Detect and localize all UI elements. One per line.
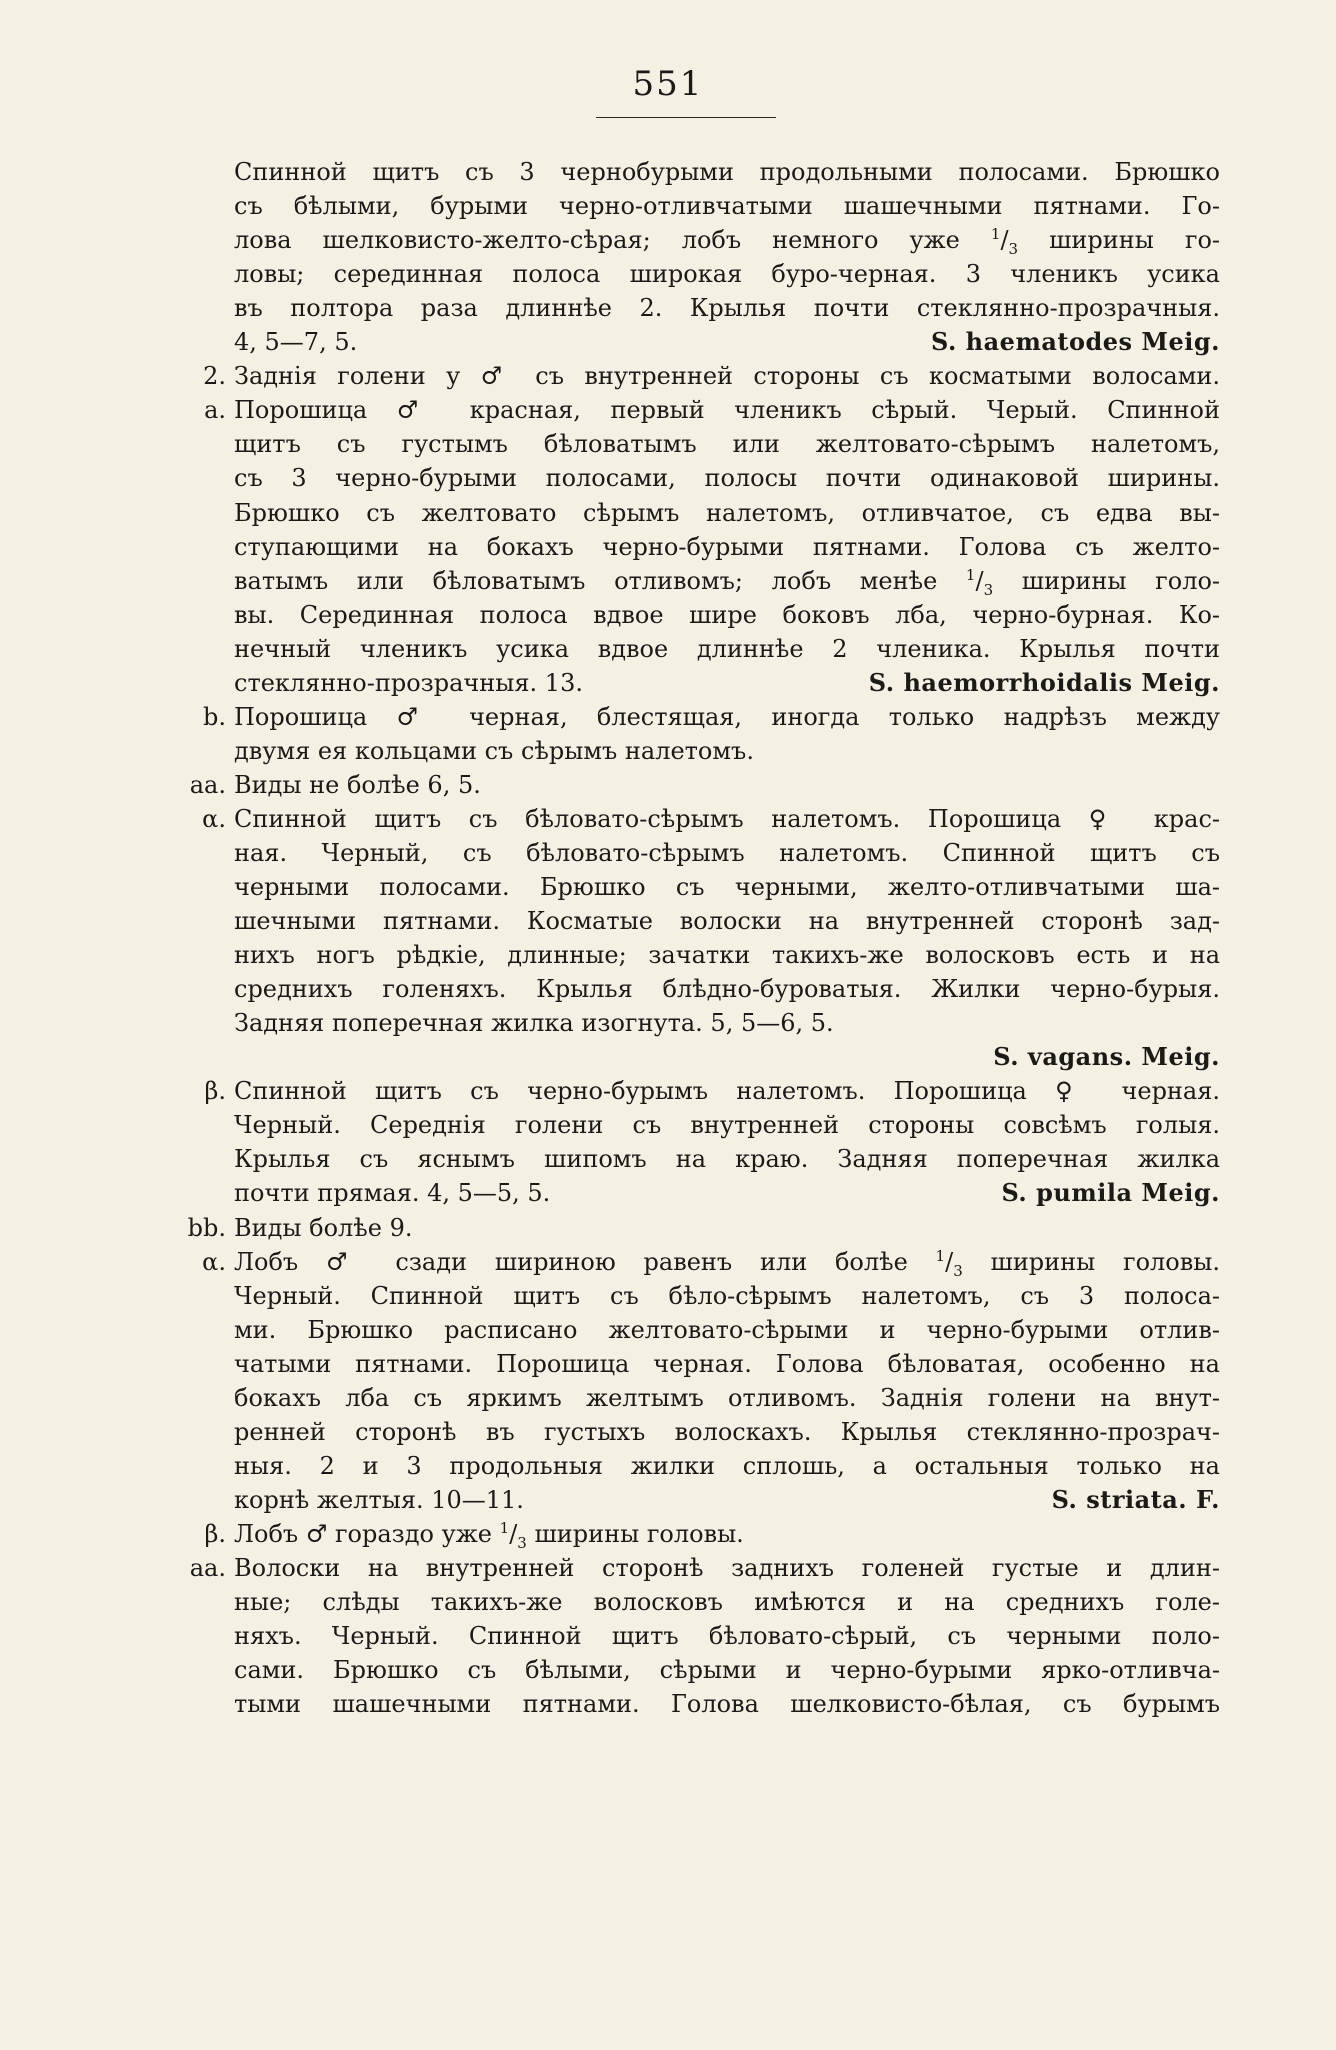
text-line: съ бѣлыми, бурыми черно-отливчатыми шашечными пятнами. Го- <box>234 192 1220 220</box>
text-line: щитъ съ густымъ бѣловатымъ или желтовато-сѣрымъ налетомъ, <box>234 430 1220 458</box>
text-line: Лобъ ♂ сзади шириною равенъ или болѣе $^1/_3$ ширины головы. <box>234 1247 1220 1280</box>
key-label: α. <box>202 1248 226 1276</box>
text-line: ная. Черный, съ бѣловато-сѣрымъ налетомъ. Спинной щитъ съ <box>234 839 1220 867</box>
text-line: черными полосами. Брюшко съ черными, желто-отливчатыми ша- <box>234 873 1220 901</box>
key-label: aa. <box>189 771 226 799</box>
text-line: двумя ея кольцами съ сѣрымъ налетомъ. <box>234 737 754 765</box>
text-line: няхъ. Черный. Спинной щитъ бѣловато-сѣрый, съ черными поло- <box>234 1622 1220 1650</box>
line-text: стеклянно-прозрачныя. 13. <box>234 669 583 697</box>
text-line: нечный членикъ усика вдвое длиннѣе 2 членика. Крылья почти <box>234 635 1220 663</box>
text-line: нихъ ногъ рѣдкіе, длинные; зачатки такихъ-же волосковъ есть и на <box>234 941 1220 969</box>
text-line: лова шелковисто-желто-сѣрая; лобъ немного уже $^1/_3$ ширины го- <box>234 225 1221 258</box>
text-line: Виды болѣе 9. <box>234 1214 413 1242</box>
key-label: β. <box>204 1077 226 1105</box>
key-label: α. <box>202 805 226 833</box>
text-line: ловы; серединная полоса широкая буро-черная. 3 членикъ усика <box>234 260 1220 288</box>
key-label: a. <box>204 396 226 424</box>
text-line: Крылья съ яснымъ шипомъ на краю. Задняя поперечная жилка <box>234 1145 1220 1173</box>
text-line: ми. Брюшко расписано желтовато-сѣрыми и черно-бурыми отлив- <box>234 1316 1220 1344</box>
text-line: бокахъ лба съ яркимъ желтымъ отливомъ. Заднія голени на внут- <box>234 1384 1220 1412</box>
species-name: S. haemorrhoidalis Meig. <box>868 668 1220 697</box>
text-line: Порошица ♂ красная, первый членикъ сѣрый. Черый. Спинной <box>234 396 1220 424</box>
text-line: ватымъ или бѣловатымъ отливомъ; лобъ менѣе $^1/_3$ ширины голо- <box>234 566 1220 599</box>
key-label: bb. <box>187 1214 226 1242</box>
species-name: S. pumila Meig. <box>1001 1178 1220 1207</box>
species-name: S. vagans. Meig. <box>993 1042 1220 1071</box>
key-label: 2. <box>203 362 226 390</box>
key-label: β. <box>204 1520 226 1548</box>
text-line: Спинной щитъ съ бѣловато-сѣрымъ налетомъ. Порошица ♀ крас- <box>234 805 1220 833</box>
line-text: корнѣ желтыя. 10—11. <box>234 1486 524 1514</box>
text-line: Черный. Середнія голени съ внутренней стороны совсѣмъ голыя. <box>234 1111 1220 1139</box>
key-label: aa. <box>189 1554 226 1582</box>
text-line: ные; слѣды такихъ-же волосковъ имѣются и на среднихъ голе- <box>234 1588 1220 1616</box>
text-line: Виды не болѣе 6, 5. <box>234 771 481 799</box>
text-line: чатыми пятнами. Порошица черная. Голова бѣловатая, особенно на <box>234 1350 1220 1378</box>
species-name: S. striata. F. <box>1051 1485 1220 1514</box>
species-name: S. haematodes Meig. <box>930 327 1220 356</box>
text-line: среднихъ голеняхъ. Крылья блѣдно-буроватыя. Жилки черно-бурыя. <box>234 975 1220 1003</box>
text-line: ступающими на бокахъ черно-бурыми пятнами. Голова съ желто- <box>234 533 1220 561</box>
text-line: Волоски на внутренней сторонѣ заднихъ голеней густые и длин- <box>234 1554 1220 1582</box>
line-text: 4, 5—7, 5. <box>234 328 358 356</box>
text-line: Лобъ ♂ гораздо уже $^1/_3$ ширины головы. <box>234 1519 744 1552</box>
text-line: Брюшко съ желтовато сѣрымъ налетомъ, отливчатое, съ едва вы- <box>234 499 1220 527</box>
text-line: Спинной щитъ съ черно-бурымъ налетомъ. Порошица ♀ черная. <box>234 1077 1220 1105</box>
text-line: ныя. 2 и 3 продольныя жилки сплошь, а остальныя только на <box>234 1452 1220 1480</box>
text-line: сами. Брюшко съ бѣлыми, сѣрыми и черно-бурыми ярко-отливча- <box>234 1656 1220 1684</box>
header-rule <box>596 117 776 118</box>
text-line: ренней сторонѣ въ густыхъ волоскахъ. Крылья стеклянно-прозрач- <box>234 1418 1220 1446</box>
key-label: b. <box>203 703 226 731</box>
text-line: съ 3 черно-бурыми полосами, полосы почти одинаковой ширины. <box>234 464 1220 492</box>
line-text: почти прямая. 4, 5—5, 5. <box>234 1179 551 1207</box>
text-line: въ полтора раза длиннѣе 2. Крылья почти стеклянно-прозрачныя. <box>234 294 1220 322</box>
text-line <box>234 1173 1220 1213</box>
text-line: тыми шашечными пятнами. Голова шелковисто-бѣлая, съ бурымъ <box>234 1690 1220 1718</box>
text-line: Задняя поперечная жилка изогнута. 5, 5—6, 5. <box>234 1009 834 1037</box>
text-line: Заднія голени у ♂ съ внутренней стороны съ косматыми волосами. <box>234 362 1220 390</box>
text-line: Черный. Спинной щитъ съ бѣло-сѣрымъ налетомъ, съ 3 полоса- <box>234 1282 1220 1310</box>
page-number: 551 <box>632 64 704 104</box>
text-line: вы. Серединная полоса вдвое шире боковъ лба, черно-бурная. Ко- <box>234 601 1220 629</box>
text-line: Порошица ♂ черная, блестящая, иногда только надрѣзъ между <box>234 703 1220 731</box>
text-line: Спинной щитъ съ 3 чернобурыми продольными полосами. Брюшко <box>234 158 1220 186</box>
text-line: шечными пятнами. Косматые волоски на внутренней сторонѣ зад- <box>234 907 1220 935</box>
